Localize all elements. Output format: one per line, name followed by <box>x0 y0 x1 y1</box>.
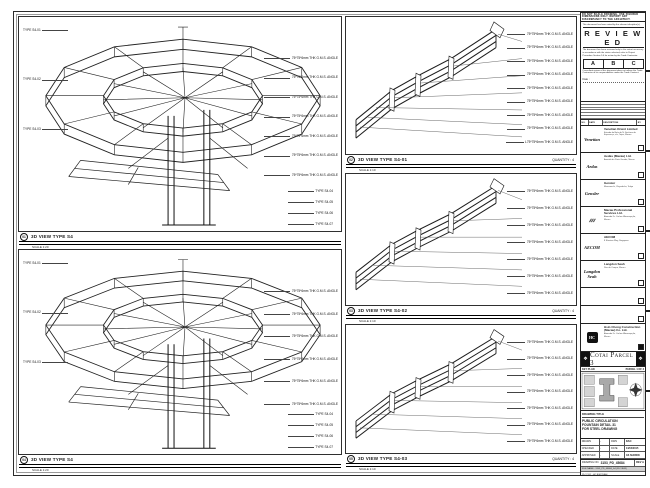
angle-label: 75*75*6mm THK G.M.S. ANGLE <box>526 356 573 361</box>
angle-label: 75*75*6mm THK G.M.S. ANGLE <box>291 311 338 316</box>
revision-rows <box>581 102 645 119</box>
type-label: TYPE S4-02 <box>23 310 41 315</box>
consultant-name: Aedas (Macau) Ltd. <box>604 153 632 158</box>
consultant-address: Marunouchi, Chiyoda-ku, Tokyo <box>604 185 634 188</box>
leader-line <box>264 136 290 137</box>
leader-line <box>42 313 68 314</box>
angle-label: 75*75*6mm THK G.M.S. ANGLE <box>526 58 573 63</box>
view-panel-type-s4-bottom <box>18 249 342 455</box>
consultant-checkbox <box>638 199 644 205</box>
leader-line <box>507 392 525 393</box>
type-label: TYPE S4-05 <box>315 422 333 427</box>
angle-labels <box>507 190 573 295</box>
consultant-checkbox <box>638 298 644 304</box>
angle-labels-right <box>264 290 338 406</box>
angle-label: 75*75*6mm THK G.M.S. ANGLE <box>526 205 573 210</box>
view-quantity: QUANTITY : 4 <box>552 308 574 313</box>
type-labels-bottom <box>288 413 333 449</box>
key-plan-label: KEY PLAN <box>582 367 595 371</box>
drawing-title-block <box>581 411 645 439</box>
drawing-title-line-1: PUBLIC CIRCULATION <box>582 418 618 423</box>
leader-line <box>507 375 525 376</box>
panel-footer <box>18 232 342 248</box>
view-title: 3D VIEW TYPE S4 <box>31 457 74 462</box>
angle-label: 75*75*6mm THK G.M.S. ANGLE <box>291 153 338 158</box>
review-note-top: This document has been noted by the relevant discipline(s). <box>582 23 641 26</box>
angle-label: 75*75*6mm THK G.M.S. ANGLE <box>526 273 573 278</box>
view-title: 3D VIEW TYPE S4-01 <box>358 157 408 162</box>
info-label-right: DATE <box>610 446 625 452</box>
angle-label: 75*75*6mm THK G.M.S. ANGLE <box>526 45 573 50</box>
review-note-2: Consultant review of this document does not relieve the Trade Contractor of his responsibilities under the Trade Contract. <box>582 69 643 75</box>
panel-footer <box>345 155 577 171</box>
angle-label: 75*75*6mm THK G.M.S. ANGLE <box>291 379 338 384</box>
contractor-block <box>581 324 645 352</box>
leader-line <box>506 142 524 143</box>
view-callout: 03 <box>347 307 355 315</box>
footer-rule <box>346 463 576 467</box>
leader-line <box>507 342 525 343</box>
consultant-checkbox <box>638 280 644 286</box>
leader-line <box>507 359 525 360</box>
edge-tick <box>646 230 650 232</box>
view-quantity: QUANTITY : 4 <box>552 456 574 461</box>
contractor-checkbox <box>638 344 644 350</box>
type-label: TYPE S4-07 <box>315 221 333 226</box>
panel-footer <box>18 455 342 471</box>
type-label: TYPE S4-06 <box>315 210 333 215</box>
status-row <box>583 59 644 69</box>
angle-bundle-drawing <box>346 17 576 154</box>
key-plan-parcel: PARCEL 1 OF 3 <box>625 367 644 371</box>
angle-labels <box>506 33 573 144</box>
angle-label: 75*75*6mm THK G.M.S. ANGLE <box>526 222 573 227</box>
info-value-right: 14/04/2015 <box>625 447 639 450</box>
leader-line <box>288 191 314 192</box>
info-value-right: DAO <box>625 440 632 444</box>
status-cell: C <box>623 59 644 69</box>
angle-label: 75*75*6mm THK G.M.S. ANGLE <box>526 189 573 193</box>
angle-label: 75*75*6mm THK G.M.S. ANGLE <box>526 32 573 36</box>
plot-row: PLOT BY : HC BIM TEAM <box>582 473 608 476</box>
angle-labels <box>507 341 573 443</box>
hc-logo-mark: HC <box>587 332 598 343</box>
leader-line <box>507 242 525 243</box>
angle-label: 75*75*6mm THK G.M.S. ANGLE <box>291 56 338 60</box>
footer-rule <box>346 315 576 319</box>
info-row <box>581 452 645 459</box>
leader-line <box>507 191 525 192</box>
consultant-checkbox <box>638 172 644 178</box>
footer-rule <box>346 164 576 168</box>
leader-line <box>507 441 525 442</box>
view-scale: SCALE 1:10 <box>359 168 376 173</box>
leader-line <box>507 129 525 130</box>
leader-line <box>288 414 314 415</box>
edge-tick <box>646 150 650 152</box>
leader-line <box>264 291 290 292</box>
info-row <box>581 439 645 446</box>
angle-label: 75*75*6mm THK G.M.S. ANGLE <box>291 289 338 293</box>
angle-label: 75*75*6mm THK G.M.S. ANGLE <box>291 172 338 177</box>
revision-col-by: BY <box>637 121 641 124</box>
angle-label: 75*75*6mm THK G.M.S. ANGLE <box>291 356 338 361</box>
angle-label: 75*75*6mm THK G.M.S. ANGLE <box>291 114 338 119</box>
title-block <box>580 12 646 476</box>
consultant-block <box>581 153 645 180</box>
leader-line <box>507 34 525 35</box>
edge-tick <box>646 310 650 312</box>
consultant-address: Rua do Campo, Macau <box>604 266 626 269</box>
type-label: TYPE S4-02 <box>23 77 41 82</box>
angle-label: 75*75*6mm THK G.M.S. ANGLE <box>526 85 573 90</box>
leader-line <box>264 359 290 360</box>
info-label-left: CHECKED <box>581 446 600 452</box>
leader-line <box>507 276 525 277</box>
reviewed-stamp: R E V I E W E D <box>584 28 642 47</box>
angle-label: 75*75*6mm THK G.M.S. ANGLE <box>291 94 338 99</box>
consultant-address: Avenida da Praia Grande, Macau <box>604 158 635 161</box>
revision-col-description: DESCRIPTION <box>603 120 638 125</box>
leader-line <box>288 436 314 437</box>
angle-label: 75*75*6mm THK G.M.S. ANGLE <box>526 372 573 377</box>
review-stamp-block <box>581 22 645 102</box>
angle-label: 75*75*6mm THK G.M.S. ANGLE <box>291 334 338 339</box>
leader-line <box>264 381 290 382</box>
info-value-left: - <box>600 452 611 458</box>
drawing-title-label: DRAWING TITLE <box>582 412 644 418</box>
leader-line <box>264 97 290 98</box>
consultant-name: Venetian Orient Limited <box>604 126 638 131</box>
leader-line <box>507 61 525 62</box>
consultant-checkbox <box>638 253 644 259</box>
angle-bundle-drawing <box>346 174 576 305</box>
angle-label: 75*75*6mm THK G.M.S. ANGLE <box>291 75 338 80</box>
leader-line <box>264 58 290 59</box>
leader-line <box>507 293 525 294</box>
consultant-block <box>581 180 645 207</box>
edge-tick <box>646 390 650 392</box>
footer-rule <box>19 241 341 245</box>
view-scale: SCALE 1:20 <box>32 245 49 250</box>
leader-line <box>507 408 525 409</box>
leader-line <box>507 102 525 103</box>
empty-consultant-block <box>581 288 645 306</box>
revision-badge: REV A <box>634 460 644 466</box>
consultant-logo: ⫽⫽⫽ <box>589 217 595 223</box>
angle-label: 75*75*6mm THK G.M.S. ANGLE <box>291 133 338 138</box>
consultant-logo: Gensler <box>584 190 600 196</box>
leader-line <box>507 425 525 426</box>
consultant-address: Estrada da Baía de N. Senhora da Esperança, s/n, Taipa, Macau <box>604 131 636 137</box>
view-title: 3D VIEW TYPE S4 <box>31 234 74 239</box>
angle-label: 75*75*6mm THK G.M.S. ANGLE <box>291 401 338 406</box>
revision-col-no: NO. <box>581 120 589 125</box>
view-quantity: QUANTITY : 4 <box>552 157 574 162</box>
leader-line <box>288 224 314 225</box>
project-banner <box>581 352 645 367</box>
type-label: TYPE S4-03 <box>23 359 41 364</box>
key-plan <box>581 367 645 411</box>
type-label: TYPE S4-01 <box>23 28 41 32</box>
info-label-left: DRAWN <box>581 439 600 445</box>
leader-line <box>264 175 290 176</box>
leader-line <box>42 80 68 81</box>
view-panel-type-s4-top <box>18 16 342 232</box>
leader-line <box>507 48 525 49</box>
consultant-address: Alameda Dr. Carlos d'Assumpção, Macau <box>604 216 636 221</box>
leader-line <box>42 30 68 31</box>
angle-label: 75*75*6mm THK G.M.S. ANGLE <box>526 112 573 117</box>
angle-label: L75*75*6mm THK G.M.S. ANGLE <box>525 139 573 144</box>
leader-line <box>42 129 68 130</box>
view-callout: 01 <box>20 233 28 241</box>
consultant-list <box>581 126 645 288</box>
drawing-title-line-2: FOUNTAIN DETAIL 31 <box>582 422 616 427</box>
leader-line <box>288 447 314 448</box>
type-label: TYPE S4-04 <box>315 189 333 193</box>
consultant-checkbox <box>638 145 644 151</box>
consultant-checkbox <box>638 226 644 232</box>
consultant-block <box>581 234 645 261</box>
leader-line <box>507 225 525 226</box>
angle-label: 75*75*6mm THK G.M.S. ANGLE <box>526 72 573 77</box>
consultant-block <box>581 126 645 153</box>
consultant-logo: Langdon Seah <box>583 269 601 279</box>
footer-rule <box>19 464 341 468</box>
type-label: TYPE S4-05 <box>315 199 333 204</box>
drawing-no-label: DRAWING NO. <box>582 461 600 465</box>
info-value-right: AS SHOWN <box>625 453 640 457</box>
drawing-title-line-3: FOR STEEL DRAWING <box>582 427 618 432</box>
angle-label: 75*75*6mm THK G.M.S. ANGLE <box>526 290 573 295</box>
view-title: 3D VIEW TYPE S4-03 <box>358 456 408 461</box>
type-label: TYPE S4-04 <box>315 412 333 416</box>
consultant-logo: AECOM <box>584 244 600 250</box>
view-scale: SCALE 1:10 <box>359 467 376 472</box>
consultant-block <box>581 261 645 288</box>
review-note-1: The document has been reviewed only to the extent necessary in accordance with the status selected; refer to Project Procedure Section 5.4 for action by the Trade Contractor. <box>582 49 644 57</box>
consultant-logo: Venetian <box>584 136 600 142</box>
angle-label: 75*75*6mm THK G.M.S. ANGLE <box>526 422 573 427</box>
file-name-row: FILE NAME : 3153_PD_45684_S4 (3D VIEW) <box>581 467 645 473</box>
contractor-logo <box>581 324 603 351</box>
radial-structure-drawing <box>19 250 341 454</box>
angle-label: 75*75*6mm THK G.M.S. ANGLE <box>526 239 573 244</box>
type-labels-bottom <box>288 190 333 226</box>
banner-ornament-left: ❖ <box>581 352 590 366</box>
view-panel-s4-01 <box>345 16 577 155</box>
info-label-left: APPROVED <box>581 452 600 458</box>
revision-col-date: DATE <box>589 120 603 125</box>
leader-line <box>507 88 525 89</box>
info-row <box>581 446 645 453</box>
status-cell: B <box>603 59 624 69</box>
consultant-checkbox <box>638 316 644 322</box>
status-cell: A <box>583 59 604 69</box>
edge-tick <box>646 70 650 72</box>
info-value-left: - <box>600 446 611 452</box>
info-label-right: DWN <box>610 439 625 445</box>
leader-line <box>507 75 525 76</box>
consultant-name: Langdon Seah <box>604 261 625 266</box>
leader-line <box>264 156 290 157</box>
key-plan-svg <box>581 372 645 410</box>
leader-line <box>507 259 525 260</box>
angle-label: 75*75*6mm THK G.M.S. ANGLE <box>526 126 573 131</box>
angle-label: 75*75*6mm THK G.M.S. ANGLE <box>526 340 573 344</box>
type-label: TYPE S4-06 <box>315 433 333 438</box>
leader-line <box>264 78 290 79</box>
leader-line <box>288 202 314 203</box>
contractor-name: Hsin Chong Construction (Macau) Co. Ltd. <box>604 324 641 332</box>
info-label-right: SCALE <box>610 452 625 458</box>
view-callout: 04 <box>20 456 28 464</box>
type-label: TYPE S4-07 <box>315 444 333 449</box>
consultant-name: AECOM <box>604 234 616 239</box>
banner-ornament-right: ❖ <box>636 352 645 366</box>
leader-line <box>42 263 68 264</box>
type-labels-left <box>23 29 68 131</box>
panel-footer <box>345 454 577 470</box>
leader-line <box>264 117 290 118</box>
view-panel-s4-03 <box>345 324 577 454</box>
view-scale: SCALE 1:10 <box>359 319 376 324</box>
contractor-address: Alameda Dr. Carlos d'Assumpção, Macau <box>604 333 636 338</box>
angle-bundle-drawing <box>346 325 576 453</box>
view-callout: 02 <box>347 156 355 164</box>
drawing-number-block <box>581 460 645 477</box>
consultant-logo: Aedas <box>586 163 598 169</box>
view-callout: 05 <box>347 455 355 463</box>
angle-label: 75*75*6mm THK G.M.S. ANGLE <box>526 405 573 410</box>
revision-table <box>581 102 645 126</box>
leader-line <box>264 314 290 315</box>
leader-line <box>264 404 290 405</box>
type-label: TYPE S4-03 <box>23 126 41 131</box>
type-labels-left <box>23 262 68 364</box>
view-scale: SCALE 1:20 <box>32 468 49 473</box>
angle-label: 75*75*6mm THK G.M.S. ANGLE <box>526 99 573 104</box>
leader-line <box>42 362 68 363</box>
type-label: TYPE S4-01 <box>23 261 41 265</box>
info-value-left: - <box>600 439 611 445</box>
consultant-name: Gensler <box>604 180 616 185</box>
angle-label: 75*75*6mm THK G.M.S. ANGLE <box>526 389 573 394</box>
angle-label: 75*75*6mm THK G.M.S. ANGLE <box>526 438 573 443</box>
project-name: Cotai Parcel 3 <box>590 352 634 367</box>
leader-line <box>507 115 525 116</box>
consultant-name: Macau Professional Services Ltd. <box>604 207 633 215</box>
drawing-no-value: 3153_PD_45684 <box>600 460 625 465</box>
view-panel-s4-02 <box>345 173 577 306</box>
review-date-label: Date : <box>583 78 644 83</box>
angle-labels-right <box>264 57 338 177</box>
leader-line <box>264 336 290 337</box>
info-table <box>581 439 645 460</box>
panel-footer <box>345 306 577 322</box>
consultant-block <box>581 207 645 234</box>
consultant-address: 8 Shenton Way, Singapore <box>604 239 629 242</box>
leader-line <box>288 213 314 214</box>
revision-header <box>581 119 645 125</box>
leader-line <box>507 208 525 209</box>
radial-structure-drawing <box>19 17 341 231</box>
empty-consultant-block <box>581 306 645 324</box>
disclaimer-strip: DO NOT SCALE DRAWING. USE FIGURED DIMENSIONS ONLY. REPORT ANY DISCREPANCY TO THE ARCHITECT. <box>581 13 645 22</box>
leader-line <box>288 425 314 426</box>
view-title: 3D VIEW TYPE S4-02 <box>358 308 408 313</box>
angle-label: 75*75*6mm THK G.M.S. ANGLE <box>526 256 573 261</box>
